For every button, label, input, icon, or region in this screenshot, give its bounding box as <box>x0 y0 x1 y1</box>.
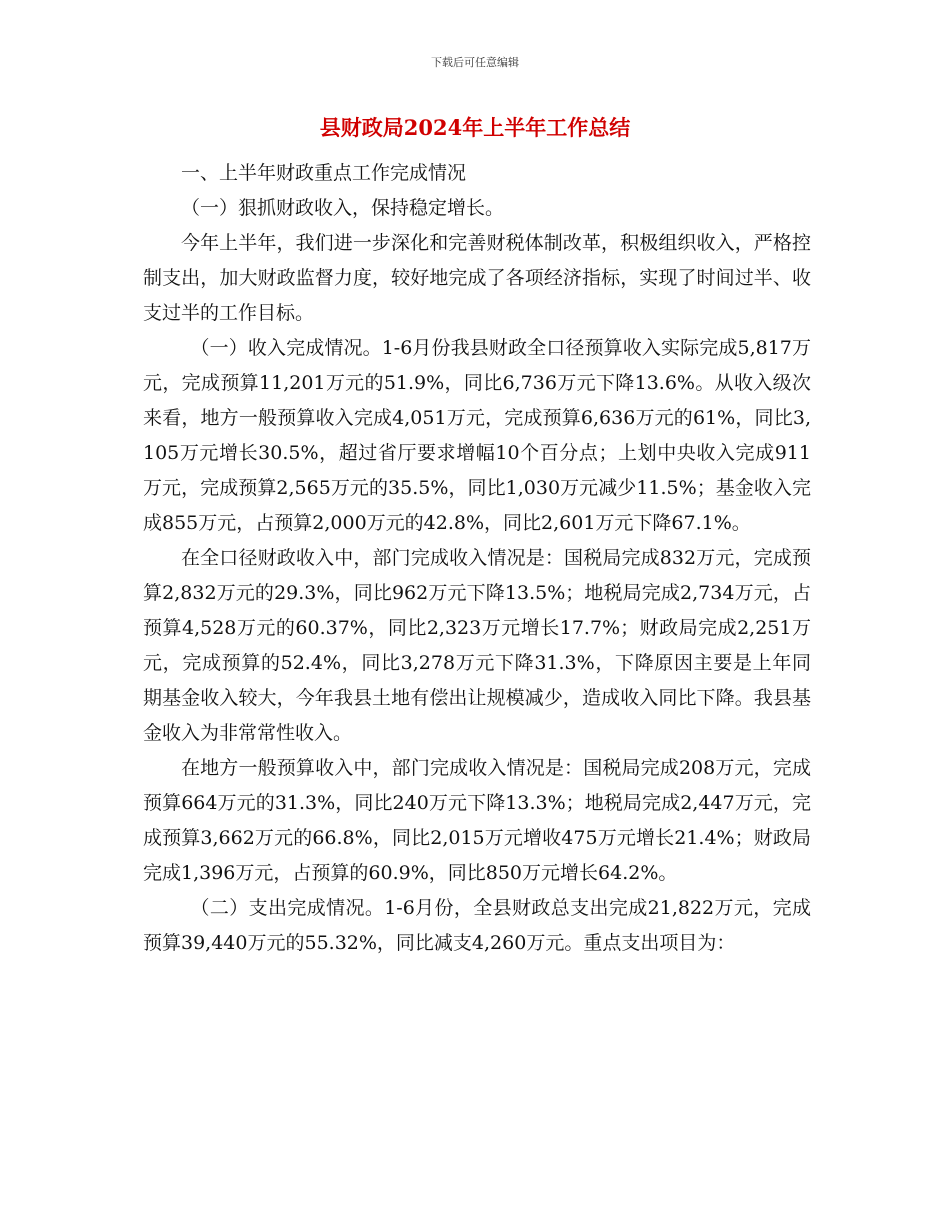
income-paragraph: （一）收入完成情况。1-6月份我县财政全口径预算收入实际完成5,817万元，完成预算11,201万元的51.9%，同比6,736万元下降13.6%。从收入级次来看，地方一般预算收入完成4,051万元，完成预算6,636万元的61%，同比3,105万元增长30.5%，超过省厅要求增幅10个百分点；上划中央收入完成911万元，完成预算2,565万元的35.5%，同比1,030万元减少11.5%；基金收入完成855万元，占预算2,000万元的42.8%，同比2,601万元下降67.1%。 <box>143 337 811 534</box>
expenditure-paragraph: （二）支出完成情况。1-6月份，全县财政总支出完成21,822万元，完成预算39,440万元的55.32%，同比减支4,260万元。重点支出项目为： <box>143 897 811 954</box>
body-paragraph: 今年上半年，我们进一步深化和完善财税体制改革，积极组织收入，严格控制支出，加大财政监督力度，较好地完成了各项经济指标，实现了时间过半、收支过半的工作目标。 <box>143 232 811 324</box>
body-paragraph: 在全口径财政收入中，部门完成收入情况是：国税局完成832万元，完成预算2,832万元的29.3%，同比962万元下降13.5%；地税局完成2,734万元，占预算4,528万元的60.37%，同比2,323万元增长17.7%；财政局完成2,251万元，完成预算的52.4%，同比3,278万元下降31.3%，下降原因主要是上年同期基金收入较大，今年我县土地有偿出让规模减少，造成收入同比下降。我县基金收入为非常常性收入。 <box>143 547 811 744</box>
document-title: 县财政局2024年上半年工作总结 <box>319 115 631 140</box>
header-note: 下载后可任意编辑 <box>431 56 519 69</box>
body-paragraph: 在地方一般预算收入中，部门完成收入情况是：国税局完成208万元，完成预算664万元的31.3%，同比240万元下降13.3%；地税局完成2,447万元，完成预算3,662万元的66.8%，同比2,015万元增收475万元增长21.4%；财政局完成1,396万元，占预算的60.9%，同比850万元增长64.2%。 <box>143 757 811 884</box>
document-body <box>143 156 811 961</box>
subsection-heading: （一）狠抓财政收入，保持稳定增长。 <box>181 197 505 219</box>
section-heading: 一、上半年财政重点工作完成情况 <box>181 162 467 184</box>
